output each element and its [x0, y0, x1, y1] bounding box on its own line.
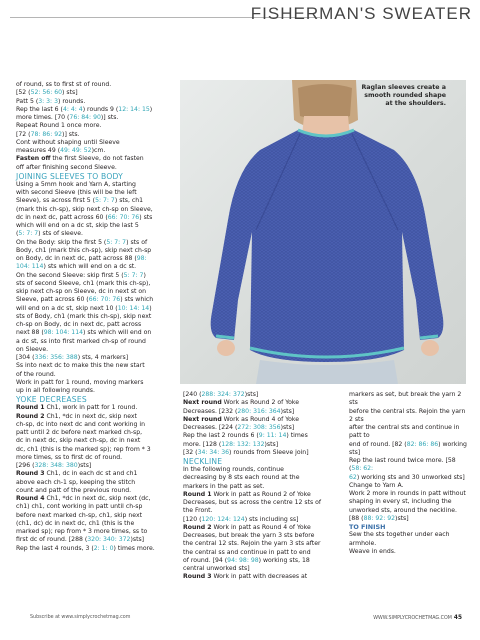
text-line: more. [128 (128: 132: 132)sts] — [183, 440, 279, 448]
text-line: will end on a dc st, skip next 10 (10: 14: 14) — [16, 304, 152, 312]
text-line: above each ch-1 sp, keeping the stitch — [16, 478, 136, 486]
jeans — [256, 360, 398, 384]
text-line: Decreases, but break the yarn 3 sts before — [183, 532, 315, 539]
text-line: measures 49 (49: 49: 52)cm. — [16, 147, 106, 154]
text-line: sts of second Sleeve, ch1 (mark this ch-sp), — [16, 279, 151, 287]
sweater-body — [211, 130, 444, 362]
text-line: decreasing by 8 sts each round at the — [183, 474, 300, 482]
sweater-photo — [180, 80, 466, 384]
text-line: Next round Work as Round 4 of Yoke — [183, 415, 300, 423]
text-line: Decreases. [232 (280: 316: 364)sts] — [183, 407, 295, 415]
magazine-section-title: FISHERMAN'S SWEATER — [250, 4, 472, 23]
text-line: on Sleeve. — [16, 345, 49, 353]
text-line: before next marked ch-sp, ch1, skip next — [16, 511, 142, 519]
section-heading-yoke: YOKE DECREASES — [16, 395, 87, 405]
right-hand — [421, 340, 439, 356]
text-line: Patt 5 (3: 3: 3) rounds. — [16, 97, 86, 105]
text-line: markers in the patt as set. — [183, 482, 265, 490]
text-line: end of round. [82 (82: 86: 86) working sts] — [349, 440, 467, 456]
text-line: first dc of round. [288 (320: 340: 372)sts] — [16, 536, 145, 544]
text-line: Round 4 Ch1, *dc in next dc, skip next (dc, — [16, 495, 151, 502]
text-line: [88 (88: 92: 92)sts] — [349, 514, 409, 522]
text-line: Rep the last 4 rounds, 3 (2: 1: 0) times more. — [16, 544, 155, 552]
text-line: the Front. — [183, 507, 213, 515]
text-line: with second Sleeve (this will be the left — [16, 189, 137, 196]
text-line: (mark this ch-sp), skip next ch-sp on Sleeve, — [16, 205, 153, 213]
text-line: on Body, dc in next dc, patt across 88 (98: — [16, 255, 147, 262]
text-line: [240 (288: 324: 372)sts] — [183, 391, 259, 398]
text-line: 62) working sts and 30 unworked sts] — [349, 473, 465, 481]
text-line: [32 (34: 34: 36) rounds from Sleeve join] — [183, 448, 309, 456]
footer-subscribe: Subscribe at www.simplycrochetmag.com — [30, 615, 131, 620]
text-line: 104: 114) sts which will end on a dc st. — [16, 263, 137, 271]
text-line: the central 12 sts. Rejoin the yarn 3 sts after — [183, 540, 321, 548]
text-line: (ch1, dc) dc in next dc, ch1 (this is the — [16, 519, 135, 527]
section-heading-neckline: NECKLINE — [183, 457, 223, 466]
text-line: marked sp); rep from * 3 more times, ss to — [16, 528, 148, 535]
text-line: Sew the sts together under each armhole. — [349, 531, 450, 547]
text-line: shaping in every st, including the — [349, 498, 452, 506]
text-line: Rep the last 6 (4: 4: 4) rounds 9 (12: 14: 15) — [16, 105, 153, 113]
text-line: [304 (336: 356: 388) sts, 4 markers] — [16, 354, 129, 361]
section-heading-finish: TO FINISH — [349, 523, 386, 531]
text-line: the central ss and continue in patt to end — [183, 548, 311, 556]
text-line: unworked sts, around the neckline. — [349, 506, 457, 514]
footer-site — [373, 615, 462, 621]
text-line: Change to Yarn A. — [349, 481, 404, 489]
text-line: Round 1 Work in patt as Round 2 of Yoke — [183, 490, 311, 498]
text-line: [120 (120: 124: 124) sts including ss] — [183, 515, 299, 523]
text-line: Decreases, but ss across the centre 12 sts of — [183, 499, 322, 506]
text-line: [296 (328: 348: 380)sts] — [16, 462, 92, 469]
text-line: more times. [70 (76: 84: 90)] sts. — [16, 114, 119, 121]
text-line: more times, ss to first dc of round. — [16, 453, 123, 461]
text-line: Sleeve), ss across first 5 (5: 7: 7) sts, ch1 — [16, 197, 144, 205]
text-line: after the central sts and continue in patt to — [349, 424, 460, 440]
text-line: up in all following rounds. — [16, 387, 95, 394]
page-number: 45 — [453, 615, 462, 621]
text-line: Ss into next dc to make this the new start — [16, 362, 145, 370]
text-line: Round 1 Ch1, work in patt for 1 round. — [16, 404, 138, 412]
text-line: sts of Body, ch1 (mark this ch-sp), skip next — [16, 312, 152, 320]
text-line: of the round. — [16, 370, 56, 378]
text-line: [52 (52: 56: 60) sts] — [16, 89, 78, 97]
text-line: Rep the last 2 rounds 6 (9: 11: 14) times — [183, 432, 308, 440]
text-line: off after finishing second Sleeve. — [16, 163, 117, 171]
pattern-column-3 — [349, 391, 467, 556]
text-line: Round 2 Work in patt as Round 4 of Yoke — [183, 523, 311, 531]
footer-url: WWW.SIMPLYCROCHETMAG.COM — [373, 616, 452, 621]
text-line: Sleeve, patt across 60 (66: 70: 76) sts which — [16, 296, 154, 304]
text-line: Repeat Round 1 once more. — [16, 122, 102, 130]
text-line: count and patt of the previous round. — [16, 486, 132, 494]
text-line: patt until 2 dc before next marked ch-sp, — [16, 429, 143, 436]
section-heading-joining: JOINING SLEEVES TO BODY — [16, 171, 123, 181]
text-line: Fasten off the first Sleeve, do not fasten — [16, 155, 144, 163]
text-line: Body, ch1 (mark this ch-sp), skip next ch-sp — [16, 246, 152, 254]
text-line: ch1) ch1, cont working in patt until ch-sp — [16, 503, 143, 511]
sweater-back-illustration — [180, 80, 466, 384]
text-line: of round, ss to first st of round. — [16, 81, 112, 88]
text-line: [72 (78: 86: 92)] sts. — [16, 130, 80, 138]
pattern-column-1 — [16, 81, 169, 553]
text-line: a dc st, ss into first marked ch-sp of round — [16, 337, 146, 345]
text-line: Using a 5mm hook and Yarn A, starting — [16, 180, 136, 188]
text-line: dc in next dc, skip next ch-sp, dc in next — [16, 437, 141, 445]
text-line: Cont without shaping until Sleeve — [16, 138, 120, 146]
text-line: which will end on a dc st, skip the last 5 — [16, 222, 139, 229]
text-line: Rep the last round twice more. [58 (58: 62: — [349, 457, 456, 473]
text-line: Weave in ends. — [349, 547, 396, 555]
text-line: Next round Work as Round 2 of Yoke — [183, 399, 300, 407]
text-line: Work 2 more in rounds in patt without — [349, 490, 466, 497]
text-line: On the second Sleeve: skip first 5 (5: 7: 7) — [16, 271, 146, 279]
text-line: Work in patt for 1 round, moving markers — [16, 378, 144, 386]
text-line: dc, ch1 (this is the marked sp); rep from * 3 — [16, 445, 151, 453]
text-line: Round 2 Ch1, *dc in next dc, skip next — [16, 412, 137, 420]
text-line: (5: 7: 7) sts of sleeve. — [16, 230, 83, 238]
text-line: Round 3 Ch1, dc in each dc st and ch1 — [16, 470, 138, 478]
hair-shade — [298, 84, 352, 120]
text-line: On the Body: skip the first 5 (5: 7: 7) sts of — [16, 238, 148, 246]
cuff-trim — [216, 336, 234, 338]
text-line: In the following rounds, continue — [183, 466, 284, 473]
pattern-column-2 — [183, 391, 326, 582]
left-hand — [217, 340, 235, 356]
text-line: next 88 (98: 104: 114) sts which will end on — [16, 329, 152, 337]
text-line: Decreases. [224 (272: 308: 356)sts] — [183, 424, 295, 431]
text-line: central unworked sts] — [183, 565, 250, 572]
text-line: Round 3 Work in patt with decreases at — [183, 573, 308, 581]
text-line: before the central sts. Rejoin the yarn 2 sts — [349, 407, 466, 423]
text-line: ch-sp, dc into next dc and cont working in — [16, 420, 146, 428]
photo-caption: Raglan sleeves create a smooth rounded shape at the shoulders. — [361, 84, 446, 107]
text-line: skip next ch-sp on Sleeve, dc in next st on — [16, 288, 147, 295]
text-line: dc in next dc, patt across 60 (66: 70: 76) sts — [16, 213, 153, 221]
text-line: ch-sp on Body, dc in next dc, patt across — [16, 321, 142, 328]
text-line: markers as set, but break the yarn 2 sts — [349, 391, 462, 407]
text-line: of round. [94 (94: 98: 98) working sts, 18 — [183, 556, 310, 564]
cuff-trim — [420, 336, 438, 338]
